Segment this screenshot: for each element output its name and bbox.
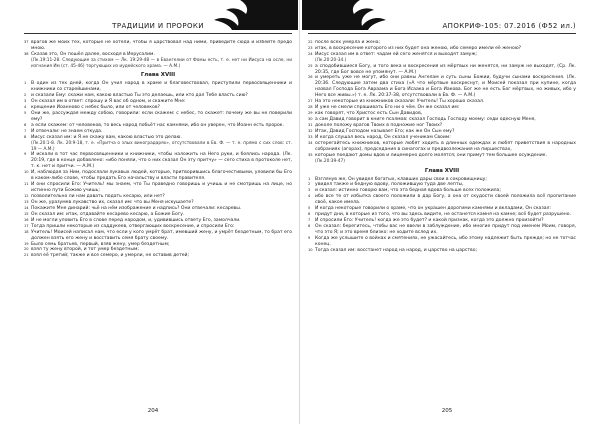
verse-number: 6 [24,122,27,127]
verse-number: 15 [24,211,29,216]
editor-note: (Лк.20:20-34.) [315,57,347,63]
verse-text: И спросили Его: Учитель! когда же это будет? и какой признак, когда это должно произойти? [315,218,544,224]
verse-number: 16 [24,217,29,222]
verse-text: врагов же моих тех, которые не хотели, чтобы я царствовал над ними, приведите сюда и избейте предо мною. [31,40,292,51]
verse-text: и сказал: истинно говорю вам, что эта бедная вдова больше всех положила; [315,188,501,194]
verse-text: На это некоторые из книжников сказали: Учитель! Ты хорошо сказал. [315,99,485,105]
verse-number: 11 [24,181,29,186]
verse-number: 5 [24,111,27,116]
verse-number: 34 [308,140,313,145]
verse-number: 28 [308,105,313,110]
running-header: ТРАДИЦИИ И ПРОРОКИ [24,22,292,34]
page-number: 204 [147,408,159,414]
verse-number: 3 [308,188,311,193]
verse-text: И отвечали: не знаем откуда. [31,128,103,134]
verse-text: Он сказал: берегитесь, чтобы вас не ввели в заблуждение, ибо многие придут под именем Моим, говоря, что это Я; и это время близко: не ходите вслед их. [315,224,576,236]
text-column [24,40,292,398]
verse [308,194,576,206]
verse-number: 1 [308,176,311,181]
verse-number: 18 [24,229,29,234]
verse-text: Итак, Давид Господом называет Его; как же Он Сын ему? [315,129,455,135]
verse-text: И искали в тот час первосвященники и книжники, чтобы наложить на Него руки, и боялись народа. (Лк. 20:19, где в конце добавлено: «ибо поняли, что о них сказал Он эту притчу» — сего стиха в протоколе нет, т. к. нет и притчи. — А.М.) [31,152,292,170]
verse [24,135,292,141]
verse-number: 19 [24,241,29,246]
verse-text: Когда же услышите о войнах и смятениях, не ужасайтесь, ибо этому надлежит быть прежде; но не тотчас конец. [315,236,576,247]
verse-text: остерегайтесь книжников, которые любят ходить в длинных одеждах и любят приветствия в народных собраниях (агорах), председания в синагогах и предвозлежания на пиршествах, [315,140,576,152]
verse-number: 37 [24,40,29,44]
verse-number: 27 [308,99,313,104]
chapter-title: Глава XVIII [424,167,460,174]
verse [308,153,576,159]
verse-number: 13 [24,199,29,204]
verse-text: ибо все те от избытка своего положили в дар Богу, а она от скудости своей положила всё пропитание своё, какое имела. [315,194,576,206]
editor-note: (Лк.20:1-8. Лк. 20:9-18, т. е. «Притча о злых виноградарях», отсутствовали в Ев. Ф. — т. е. прямо с сих слов: ст. 19 — А.М.) [31,140,292,152]
verse-text: Тогда сказал им: восстанет народ на народ, и царство на царство; [315,247,478,253]
verse-number: 3 [24,99,27,104]
verse-number: 35 [308,152,313,157]
verse [308,64,576,76]
verse [308,141,576,153]
verse-number: 7 [24,128,27,133]
verse-text: которые поедают домы вдов и лицемерно долго молятся; они примут тем большее осуждение. [315,152,547,158]
verse-number: 4 [308,194,311,199]
verse-text: а сам Давид говорит в книге псалмов: сказал Господь Господу моему: седи одесную Меня, [315,117,536,123]
verse-number: 5 [308,206,311,211]
verse-text: а если скажем: от человеков, то весь народ побьёт нас камнями, ибо он уверен, что Иоанн есть пророк. [31,122,284,128]
verse-text: и умереть уже не могут, ибо они равны Ангелам и суть сыны Божии, будучи сынами воскресения. (Лк. 20:36. Следующие затем два стиха («А что мёртвые воскреснут, и Моисей показал при купине, когда назвал Господа Бога Авраама и Бога Исаака и Бога Иакова. Бог же не есть Бог мёртвых, но живых, ибо у Него все живы.») т. е. Лк. 20:37-38, отсутствовали в Ев. Ф. — А.М.) [315,75,576,99]
verse [24,40,292,52]
verse [308,52,576,58]
verse [24,111,292,123]
verse-text: И когда слушал весь народ, Он сказал ученикам Своим: [315,135,451,140]
verse-number: 1 [24,81,27,86]
verse-number: 31 [308,123,313,128]
verse-text: Он же, уразумев лукавство их, сказал им: что вы Меня искушаете? [31,199,194,205]
verse-number: 23 [308,45,313,50]
verse-number: 38 [24,51,29,56]
verse-number: 6 [308,212,311,217]
verse-number: 14 [24,205,29,210]
verse-number: 21 [24,253,29,258]
verse-text: Покажите Мне динарий: чьё на нём изображение и надпись? Они отвечали: кесаревы. [31,205,242,211]
page-number: 205 [441,408,453,414]
verse-text: Он сказал им: итак, отдавайте кесарево кесарю, а Божие Богу. [31,211,185,217]
verse-text: Взглянув же, Он увидел богатых, клавших дары свои в сокровищницу; [315,176,487,182]
verse-text: придут дни, в которые из того, что вы здесь видите, не останется камня на камне; всё будет разрушено. [315,212,571,218]
verse-number: 10 [308,247,313,252]
verse-number: 10 [24,170,29,175]
verse [308,224,576,236]
verse-text: Тогда пришли некоторые из саддукеев, отвергающих воскресение, и спросили Его: [31,223,235,229]
verse-text: и сказали Ему: скажи нам, какою властью Ты это делаешь, или кто дал Тебе власть сию? [31,93,248,99]
verse-text: доколе положу врагов Твоих в подножие ног Твоих? [315,123,443,129]
verse-text: Учитель! Моисей написал нам, что если у кого умрёт брат, имевший жену, и умрёт бездетным, то брат его должен взять его жену и восставить семя брату своему. [31,229,292,241]
verse-text: И когда некоторые говорили о храме, что он украшен дорогими камнями и вкладами, Он сказал: [315,206,551,212]
verse-number: 26 [308,75,313,80]
chapter-title: Глава XVIII [140,72,176,79]
verse-text: В один из тех дней, когда Он учил народ в храме и благовествовал, приступили первосвященники и книжники со старейшинами, [31,81,292,93]
verse-number: 2 [24,93,27,98]
verse-text: взял ту жену второй, и тот умер бездетным; [31,247,139,253]
verse-number: 25 [308,63,313,68]
verse [24,253,292,259]
verse-text: Они же, рассуждая между собою, говорили: если скажем: с небес, то скажет: почему же вы не поверили ему? [31,111,292,122]
gutter [299,0,300,424]
verse-number: 8 [24,134,27,139]
verse-number: 20 [24,247,29,252]
verse-text: увидел также и бедную вдову, положившую туда две лепты, [315,182,464,188]
verse-text: позволительно ли нам давать подать кесарю, или нет? [31,193,165,199]
verse-number: 30 [308,117,313,122]
verse-text: а сподобившиеся Богу, и того века и воскресения из мёртвых ни женятся, ни замуж не выходят, (Ср. Лк. 20:35, где Бог вовсе не упомянут. — А.М.) [315,63,576,75]
verse-text: И не могли уловить Его в слове перед народом, и, удивившись ответу Его, замолчали. [31,217,241,223]
editor-note: (Лк.19:11-28. Следующие за стихом — Лк. 19:29-48 — в Евангелии от Фомы есть, т. е. нет ни Иисуса на осле, ни изгнания Им (ст. 45-46) торгующих из иудейского храма. — А.М.) [31,57,292,69]
verse-text: И уже не смели спрашивать Его ни о чём. Он же сказал им: [315,105,460,111]
verse-number: 33 [308,135,313,139]
left-page [8,0,298,424]
verse-number: 7 [308,218,311,223]
verse [308,248,576,254]
verse-text: Иисус сказал им: и Я не скажу вам, какою властью это делаю. [31,134,182,140]
right-page [302,0,592,424]
verse [24,81,292,93]
verse-text: И они спросили Его: Учитель! мы знаем, что Ты праведно говоришь и учишь и не смотришь на лице, но истинно пути Божию учишь; [31,181,292,193]
verse-number: 12 [24,193,29,198]
verse-text: Было семь братьев, первый, взяв жену, умер бездетным; [31,241,170,247]
verse [308,236,576,248]
verse [24,152,292,170]
verse [24,170,292,182]
verse-number: 9 [308,236,311,241]
verse-number: 24 [308,51,313,56]
verse-text: Сказав это, Он пошёл далее, восходя в Иерусалим. [31,51,155,57]
verse-text: после всех умерла и жена; [315,40,381,45]
text-column [308,40,576,398]
verse-text: как говорят, что Христос есть Сын Давидов, [315,111,423,117]
verse-number: 4 [24,105,27,110]
verse [24,230,292,242]
editor-note: (Лк.20:39-47) [315,158,345,164]
verse-text: взял её третий; также и все семеро, и умерли, не оставив детей; [31,253,190,259]
verse-number: 9 [24,152,27,157]
verse-text: Он сказал им в ответ: спрошу и Я вас об одном, и скажите Мне: [31,99,186,105]
verse [24,52,292,58]
verse-text: Иисус сказал им в ответ: чадам ей сего женятся и выходят замуж; [315,51,477,57]
verse-text: крещение Иоанново с небес было, или от человеков? [31,105,160,111]
verse-text: итак, в воскресение которого из них будет она женою, ибо семеро имели её женою? [315,45,522,51]
verse-text: И, наблюдая за Ним, подослали лукавых людей, которые, притворившись благочестивыми, уловили бы Его в каком-либо слове, чтобы предать Его начальству и власти правителя. [31,170,292,182]
verse-number: 17 [24,223,29,228]
verse [24,182,292,194]
running-header: АПОКРИФ-105: 07.2016 (Ф52 ил.) [308,22,576,34]
verse-number: 22 [308,40,313,44]
verse-number: 2 [308,182,311,187]
verse-number: 29 [308,111,313,116]
verse-number: 8 [308,224,311,229]
verse-number: 32 [308,129,313,134]
verse [308,75,576,99]
